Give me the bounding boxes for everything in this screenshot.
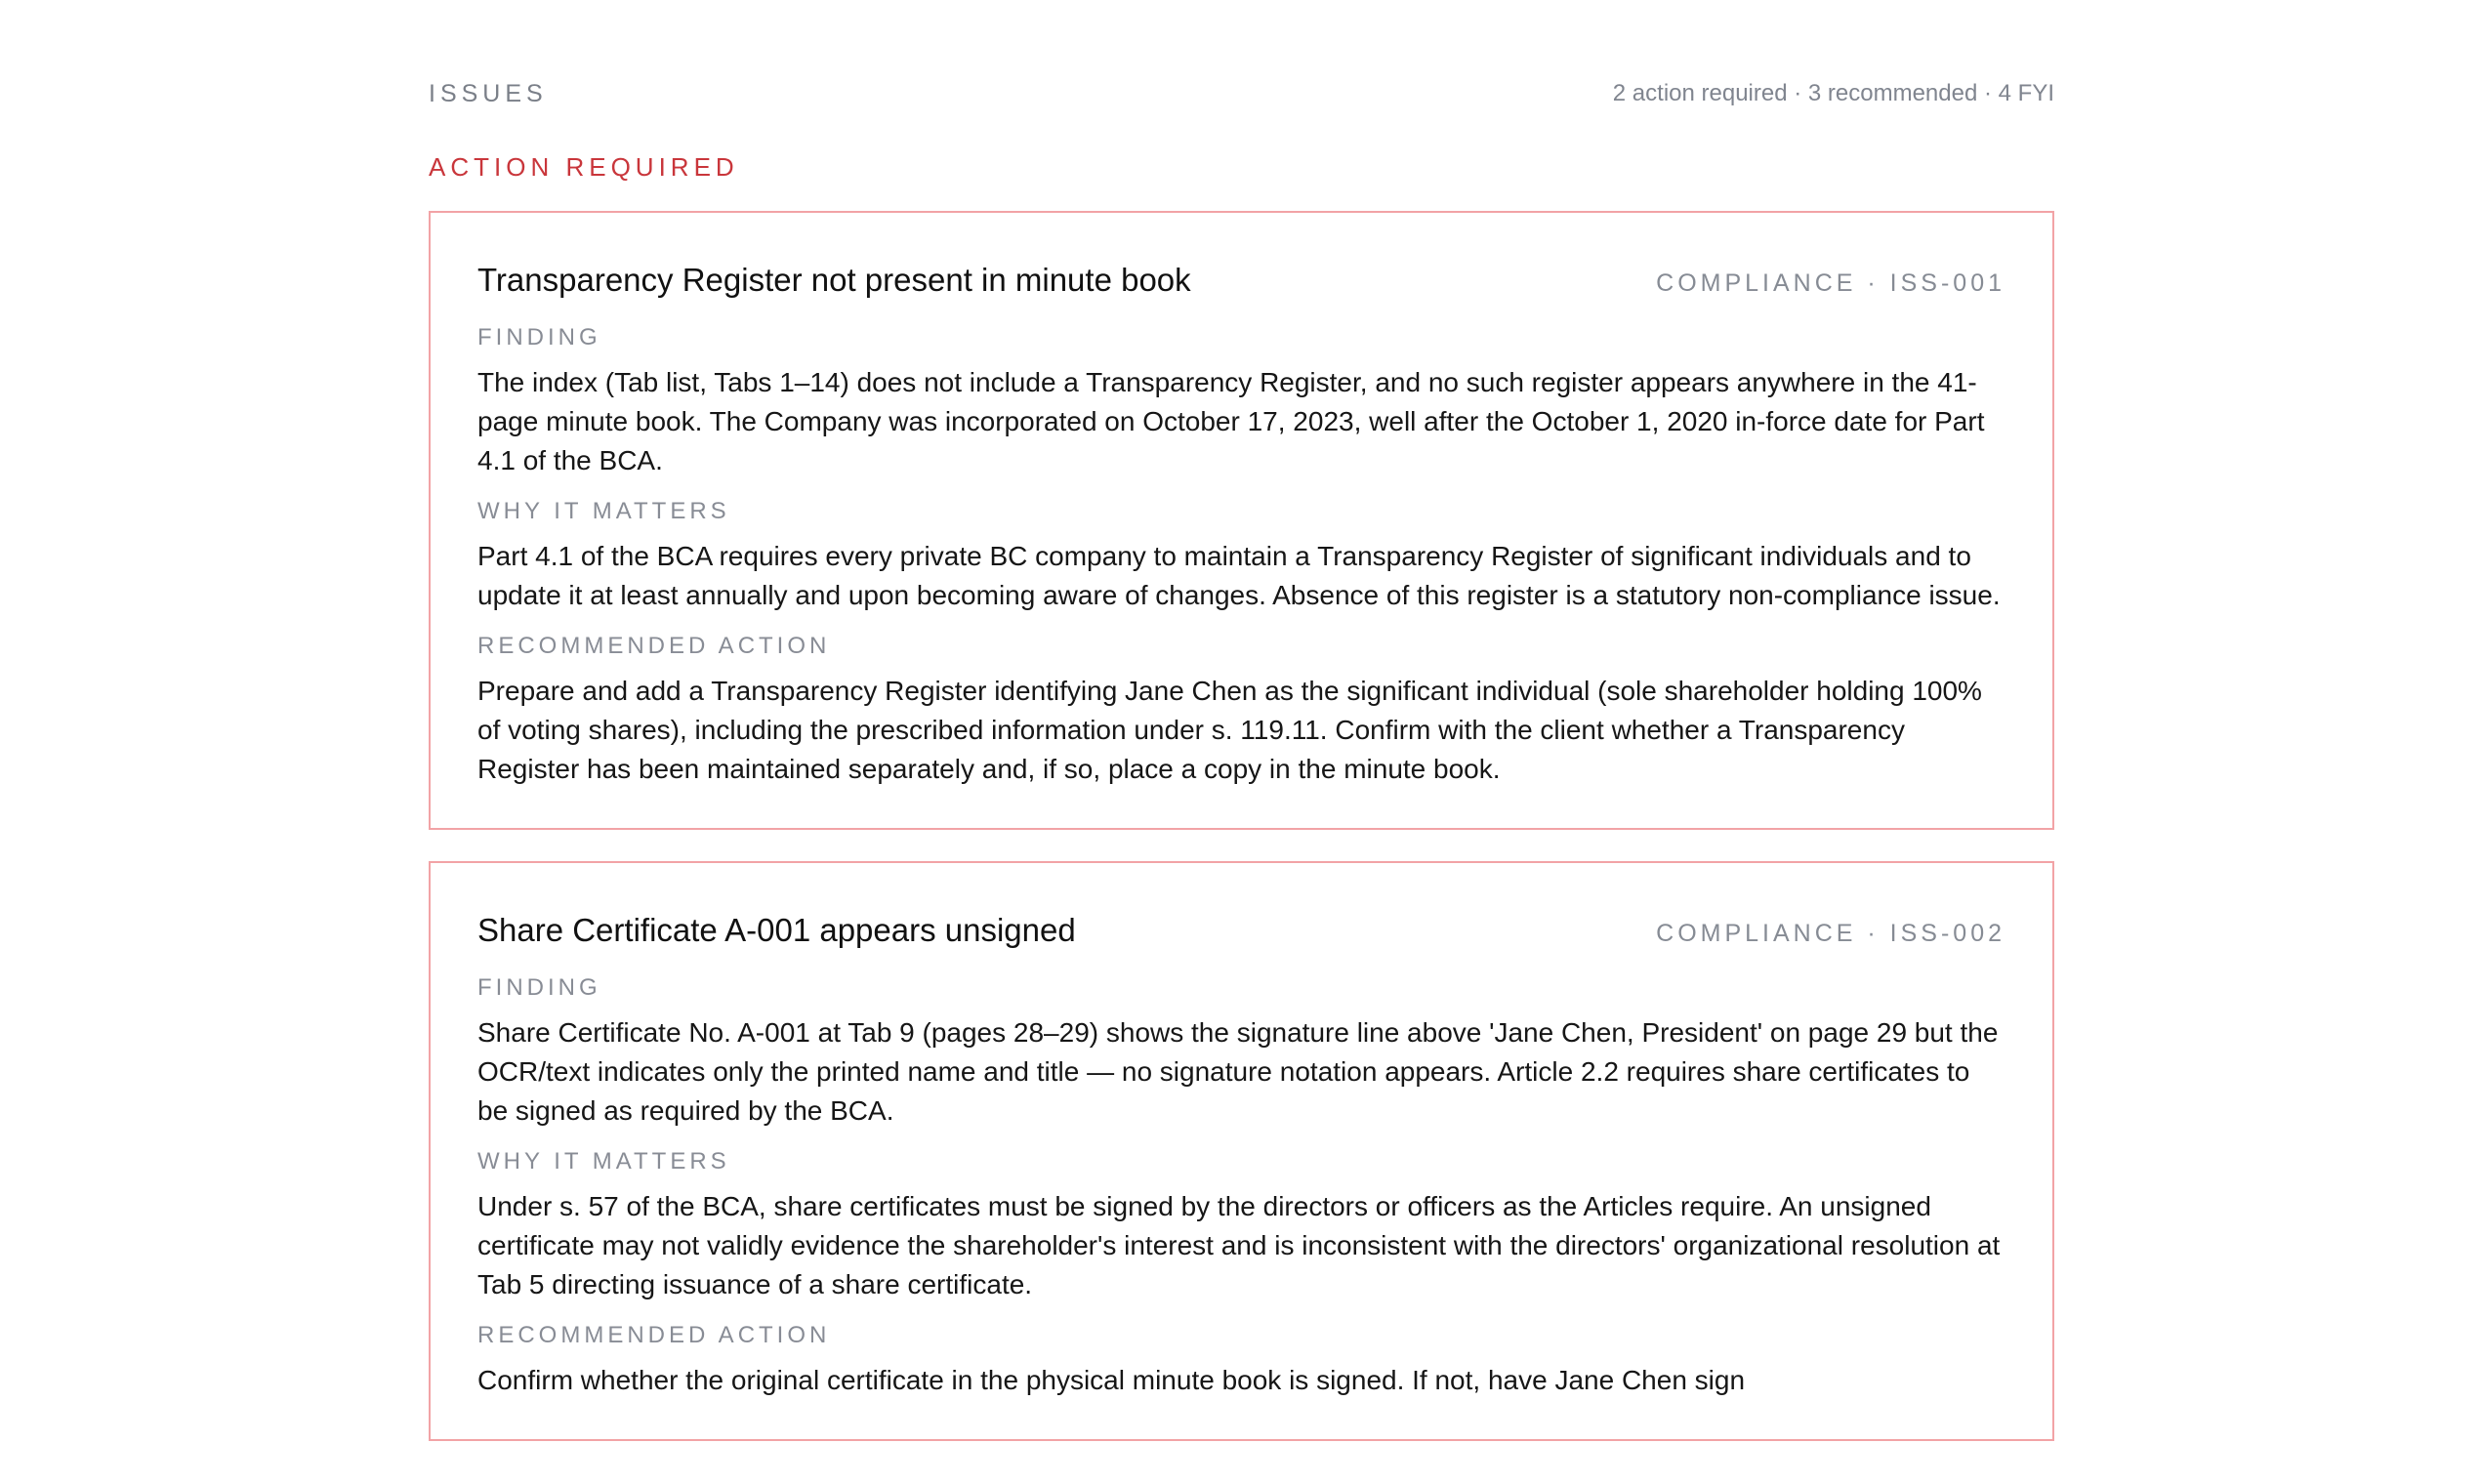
- why-label: WHY IT MATTERS: [477, 1148, 730, 1175]
- issues-panel: [429, 0, 2054, 1441]
- why-label: WHY IT MATTERS: [477, 498, 730, 524]
- why-text: Under s. 57 of the BCA, share certificates must be signed by the directors or officers as the Articles require. An unsigned certificate may not validly evidence the shareholder's interest and is inconsistent with the directors' organizational resolution at Tab 5 directing issuance of a share certificate.: [477, 1191, 2001, 1299]
- issue-title: Transparency Register not present in minute book: [477, 262, 1191, 298]
- issues-title: ISSUES: [429, 79, 548, 107]
- issue-title: Share Certificate A-001 appears unsigned: [477, 912, 1076, 948]
- issue-card-header: [477, 912, 2005, 949]
- action-label: RECOMMENDED ACTION: [477, 633, 831, 659]
- issue-meta: COMPLIANCE · ISS-001: [1656, 269, 2005, 297]
- finding-text: The index (Tab list, Tabs 1–14) does not include a Transparency Register, and no such register appears anywhere in the 41-page minute book. The Company was incorporated on October 17, 2023, well after the October 1, 2020 in-force date for Part 4.1 of the BCA.: [477, 367, 1985, 475]
- finding-text: Share Certificate No. A-001 at Tab 9 (pages 28–29) shows the signature line above 'Jane Chen, President' on page 29 but the OCR/text indicates only the printed name and title — no signature notation appears. Article 2.2 requires share certificates to be signed as required by the BCA.: [477, 1017, 1999, 1126]
- finding-label: FINDING: [477, 324, 601, 350]
- action-text: Confirm whether the original certificate in the physical minute book is signed. If not, have Jane Chen sign: [477, 1365, 1746, 1395]
- issue-meta: COMPLIANCE · ISS-002: [1656, 920, 2005, 947]
- why-text: Part 4.1 of the BCA requires every private BC company to maintain a Transparency Register of significant individuals and to update it at least annually and upon becoming aware of changes. Absence of this register is a statutory non-compliance issue.: [477, 541, 2001, 610]
- issue-card-header: [477, 262, 2005, 299]
- issue-card[interactable]: [429, 211, 2054, 830]
- section-heading-action-required: ACTION REQUIRED: [429, 152, 739, 182]
- finding-label: FINDING: [477, 974, 601, 1001]
- issue-card[interactable]: [429, 861, 2054, 1441]
- action-label: RECOMMENDED ACTION: [477, 1322, 831, 1348]
- issues-header: [429, 78, 2054, 109]
- action-text: Prepare and add a Transparency Register identifying Jane Chen as the significant individual (sole shareholder holding 100% of voting shares), including the prescribed information under s. 119.11. Confirm with the client whether a Transparency Register has been maintained separately and, if so, place a copy in the minute book.: [477, 676, 1982, 784]
- issues-summary: 2 action required · 3 recommended · 4 FYI: [1612, 80, 2054, 106]
